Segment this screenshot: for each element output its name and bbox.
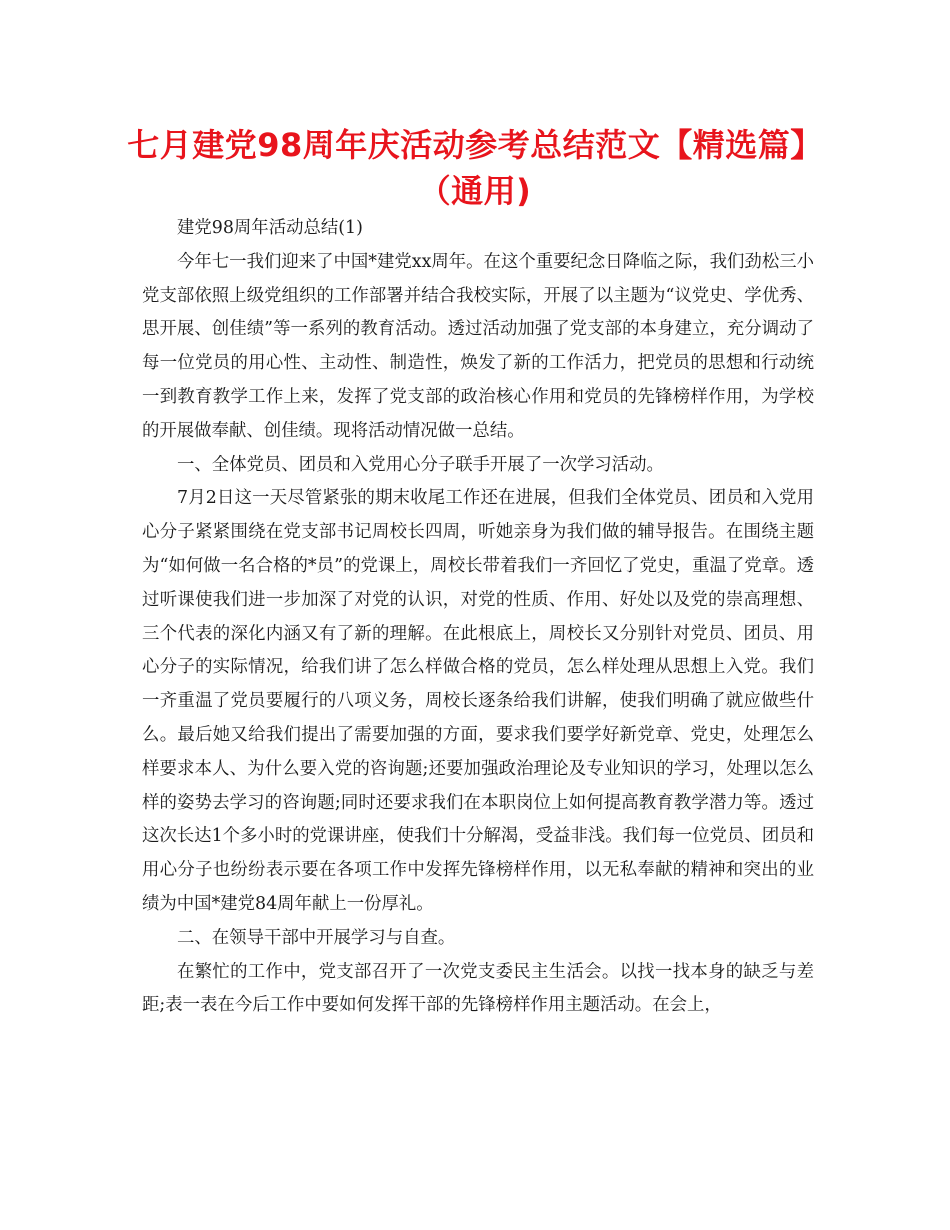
paragraph: 在繁忙的工作中，党支部召开了一次党支委民主生活会。以找一找本身的缺乏与差距;表一表在今后工作中要如何发挥干部的先锋榜样作用主题活动。在会上，: [142, 961, 814, 1016]
paragraph: 7月2日这一天尽管紧张的期末收尾工作还在进展，但我们全体党员、团员和入党用心分子紧紧围绕在党支部书记周校长四周，听她亲身为我们做的辅导报告。在围绕主题为“如何做一名合格的*员”的党课上，周校长带着我们一齐回忆了党史，重温了党章。透过听课使我们进一步加深了对党的认识，对党的性质、作用、好处以及党的崇高理想、三个代表的深化内涵又有了新的理解。在此根底上，周校长又分别针对党员、团员、用心分子的实际情况，给我们讲了怎么样做合格的党员，怎么样处理从思想上入党。我们一齐重温了党员要履行的八项义务，周校长逐条给我们讲解，使我们明确了就应做些什么。最后她又给我们提出了需要加强的方面，要求我们要学好新党章、党史，处理怎么样要求本人、为什么要入党的咨询题;还要加强政治理论及专业知识的学习，处理以怎么样的姿势去学习的咨询题;同时还要求我们在本职岗位上如何提高教育教学潜力等。透过这次长达1个多小时的党课讲座，使我们十分解渴，受益非浅。我们每一位党员、团员和用心分子也纷纷表示要在各项工作中发挥先锋榜样作用，以无私奉献的精神和突出的业绩为中国*建党84周年献上一份厚礼。: [142, 488, 814, 914]
document-body: [142, 212, 814, 1023]
section-heading: 建党98周年活动总结(1): [177, 218, 363, 238]
section-heading: 一、全体党员、团员和入党用心分子联手开展了一次学习活动。: [177, 454, 664, 475]
document-title: 七月建党98周年庆活动参考总结范文【精选篇】（通用): [127, 126, 823, 210]
section-heading: 二、在领导干部中开展学习与自查。: [177, 927, 456, 948]
paragraph: 今年七一我们迎来了中国*建党xx周年。在这个重要纪念日降临之际，我们劲松三小党支部依照上级党组织的工作部署并结合我校实际，开展了以主题为“议党史、学优秀、思开展、创佳绩”等一系列的教育活动。透过活动加强了党支部的本身建立，充分调动了每一位党员的用心性、主动性、制造性，焕发了新的工作活力，把党员的思想和行动统一到教育教学工作上来，发挥了党支部的政治核心作用和党员的先锋榜样作用，为学校的开展做奉献、创佳绩。现将活动情况做一总结。: [142, 251, 814, 441]
